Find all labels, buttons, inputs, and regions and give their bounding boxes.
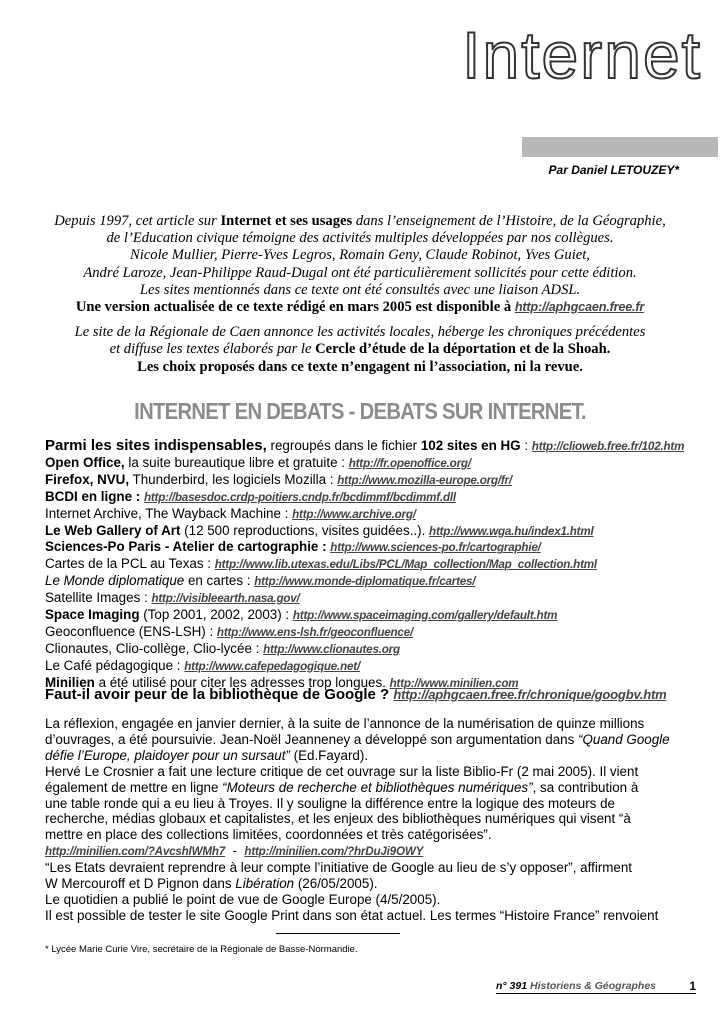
item-link[interactable]: http://www.spaceimaging.com/gallery/default.htm	[292, 609, 558, 623]
page-number: 1	[689, 979, 696, 993]
item-link[interactable]: http://www.cafepedagogique.net/	[184, 659, 360, 673]
item-text: Clionautes, Clio-collège, Clio-lycée :	[45, 640, 264, 656]
list-item	[45, 607, 705, 624]
paragraph	[45, 716, 685, 764]
item-bold: BCDI en ligne :	[45, 488, 141, 504]
item-text: en cartes :	[184, 573, 255, 589]
item-link[interactable]: http://www.clionautes.org	[263, 642, 400, 656]
list-item	[45, 556, 705, 573]
item-text: Internet Archive, The Wayback Machine :	[45, 505, 293, 521]
page-footer	[496, 980, 696, 994]
intro-text: dans l’enseignement de l’Histoire, de la Géographie,	[352, 213, 666, 229]
intro-bold: Une version actualisée de ce texte rédigé en mars 2005 est disponible à	[75, 299, 515, 316]
item-link[interactable]: http://www.archive.org/	[292, 507, 416, 521]
item-link[interactable]: http://www.minilien.com	[389, 676, 519, 690]
text: W Mercouroff et D Pignon dans	[45, 876, 236, 892]
text-italic: “Moteurs de recherche et bibliothèques numériques”	[222, 779, 533, 795]
page-title: Internet	[462, 18, 702, 92]
section-title: INTERNET EN DEBATS - DEBATS SUR INTERNET.	[134, 398, 586, 424]
item-bold: Open Office,	[45, 454, 125, 470]
list-item	[45, 573, 705, 590]
footnote: * Lycée Marie Curie Vire, secrétaire de la Régionale de Basse-Normandie.	[45, 944, 358, 955]
item-text: (Top 2001, 2002, 2003) :	[139, 607, 293, 623]
aphgcaen-link[interactable]: http://aphgcaen.free.fr	[514, 300, 645, 315]
text: mettre en place des collections limitées, coordonnées et très catégorisées”.	[45, 827, 492, 843]
item-link[interactable]: http://www.sciences-po.fr/cartographie/	[330, 541, 541, 555]
item-bold: Space Imaging	[45, 607, 140, 623]
list-item	[45, 506, 705, 523]
list-item	[45, 472, 705, 489]
list-item	[45, 590, 705, 607]
intro-text: Depuis 1997, cet article sur	[54, 213, 221, 229]
item-text: a été utilisé pour citer les adresses trop longues.	[94, 674, 390, 690]
text: Hervé Le Crosnier a fait une lecture critique de cet ouvrage sur la liste Biblio-Fr (2 mai 2005). Il vient	[45, 763, 639, 779]
byline: Par Daniel LETOUZEY*	[548, 163, 679, 177]
heading-text: Faut-il avoir peur de la bibliothèque de Google ?	[45, 686, 394, 703]
item-link[interactable]: http://www.monde-diplomatique.fr/cartes/	[254, 575, 476, 589]
intro-bold: Les choix proposés dans ce texte n’engagent ni l’association, ni la revue.	[137, 358, 583, 375]
list-item	[45, 438, 705, 455]
item-link[interactable]: http://visibleearth.nasa.gov/	[151, 592, 300, 606]
item-italic: Le Monde diplomatique	[45, 573, 185, 589]
item-link[interactable]: http://www.lib.utexas.edu/Libs/PCL/Map_collection/Map_collection.html	[214, 558, 597, 572]
item-link[interactable]: http://fr.openoffice.org/	[348, 456, 471, 470]
text-italic: défie l’Europe, plaidoyer pour un sursaut”	[45, 747, 290, 763]
intro-text: André Laroze, Jean-Philippe Raud-Dugal ont été particulièrement sollicités pour cette édition.	[83, 264, 637, 281]
intro-bold: Internet et ses usages	[220, 213, 353, 229]
item-text: Geoconfluence (ENS-LSH) :	[45, 623, 217, 639]
list-item	[45, 523, 705, 540]
intro-text: et diffuse les textes élaborés par le	[109, 341, 316, 358]
item-text: la suite bureautique libre et gratuite :	[124, 454, 349, 470]
item-link[interactable]: http://clioweb.free.fr/102.htm	[531, 440, 685, 453]
text: La réflexion, engagée en janvier dernier, à la suite de l’annonce de la numérisation de quinze millions	[45, 716, 645, 731]
minilien-link-1[interactable]: http://minilien.com/?AvcshlWMh7	[45, 845, 226, 859]
item-bold: Le Web Gallery of Art	[45, 522, 181, 538]
item-bold: Minilien	[45, 674, 95, 690]
item-link[interactable]: http://www.ens-lsh.fr/geoconfluence/	[216, 625, 414, 639]
item-text: Satellite Images :	[45, 590, 152, 606]
item-text: Cartes de la PCL au Texas :	[45, 556, 215, 572]
item-text: (12 500 reproductions, visites guidées..).	[180, 522, 430, 538]
list-item	[45, 658, 705, 675]
text: (Ed.Fayard).	[289, 747, 369, 763]
intro-paragraph-2	[40, 324, 680, 376]
item-link[interactable]: http://www.wga.hu/index1.html	[429, 524, 594, 538]
text: recherche, médias globaux et capitalistes, et les enjeux des bibliothèques numériques qui visent “à	[45, 811, 631, 827]
separator: -	[225, 843, 245, 859]
intro-paragraph-1	[40, 213, 680, 316]
item-bold: Firefox, NVU,	[45, 471, 130, 487]
item-bold: Sciences-Po Paris - Atelier de cartographie :	[45, 539, 327, 555]
paragraph	[45, 860, 685, 924]
item-text: regroupés dans le fichier	[266, 438, 421, 453]
googbv-link[interactable]: http://aphgcaen.free.fr/chronique/googbv.htm	[393, 687, 667, 702]
text: Il est possible de tester le site Google Print dans son état actuel. Les termes “Histoire France” renvoient	[45, 907, 659, 923]
list-item	[45, 539, 705, 556]
text: (26/05/2005).	[294, 876, 378, 892]
list-item	[45, 641, 705, 658]
intro-bold: Cercle d’étude de la déportation et de la Shoah.	[315, 341, 611, 358]
journal-name: Historiens & Géographes	[529, 980, 657, 992]
paragraph	[45, 764, 685, 860]
intro-block	[40, 213, 680, 384]
item-link[interactable]: http://basesdoc.crdp-poitiers.cndp.fr/bcdimmf/bcdimmf.dll	[143, 490, 456, 504]
subsection-heading	[45, 686, 705, 703]
intro-text: Le site de la Régionale de Caen annonce les activités locales, héberge les chroniques précédentes	[74, 324, 646, 341]
header-bar	[522, 137, 718, 157]
text-italic: Libération	[235, 876, 295, 892]
item-link[interactable]: http://www.mozilla-europe.org/fr/	[337, 473, 512, 487]
issue-number: n° 391	[496, 980, 528, 992]
text: d’ouvrages, a été poursuivie. Jean-Noël Jeanneney a développé son argumentation dans	[45, 731, 579, 747]
item-text: Le Café pédagogique :	[45, 657, 185, 673]
list-item	[45, 489, 705, 506]
item-bold: 102 sites en HG	[420, 438, 521, 453]
footnote-divider	[276, 933, 400, 934]
site-list	[45, 438, 705, 692]
text: également de mettre en ligne	[45, 779, 223, 795]
intro-text: de l’Education civique témoigne des activités multiples développées par nos collègues.	[106, 230, 614, 247]
item-bold: Parmi les sites indispensables,	[45, 437, 267, 454]
text: “Les Etats devraient reprendre à leur compte l’initiative de Google au lieu de s’y opposer”, affirment	[45, 860, 633, 876]
text: , sa contribution à	[532, 779, 639, 795]
text-italic: “Quand Google	[578, 731, 670, 747]
body-text	[45, 716, 685, 924]
intro-text: Nicole Mullier, Pierre-Yves Legros, Romain Geny, Claude Robinot, Yves Guiet,	[130, 247, 590, 264]
list-item	[45, 624, 705, 641]
text: une table ronde qui a eu lieu à Troyes. Il y souligne la différence entre la logique des moteurs de	[45, 795, 615, 811]
item-text: :	[520, 438, 532, 453]
text: Le quotidien a publié le point de vue de Google Europe (4/5/2005).	[45, 891, 441, 907]
list-item	[45, 455, 705, 472]
intro-text: Les sites mentionnés dans ce texte ont été consultés avec une liaison ADSL.	[139, 281, 581, 298]
minilien-link-2[interactable]: http://minilien.com/?hrDuJi9OWY	[244, 845, 424, 859]
item-text: Thunderbird, les logiciels Mozilla :	[129, 471, 338, 487]
